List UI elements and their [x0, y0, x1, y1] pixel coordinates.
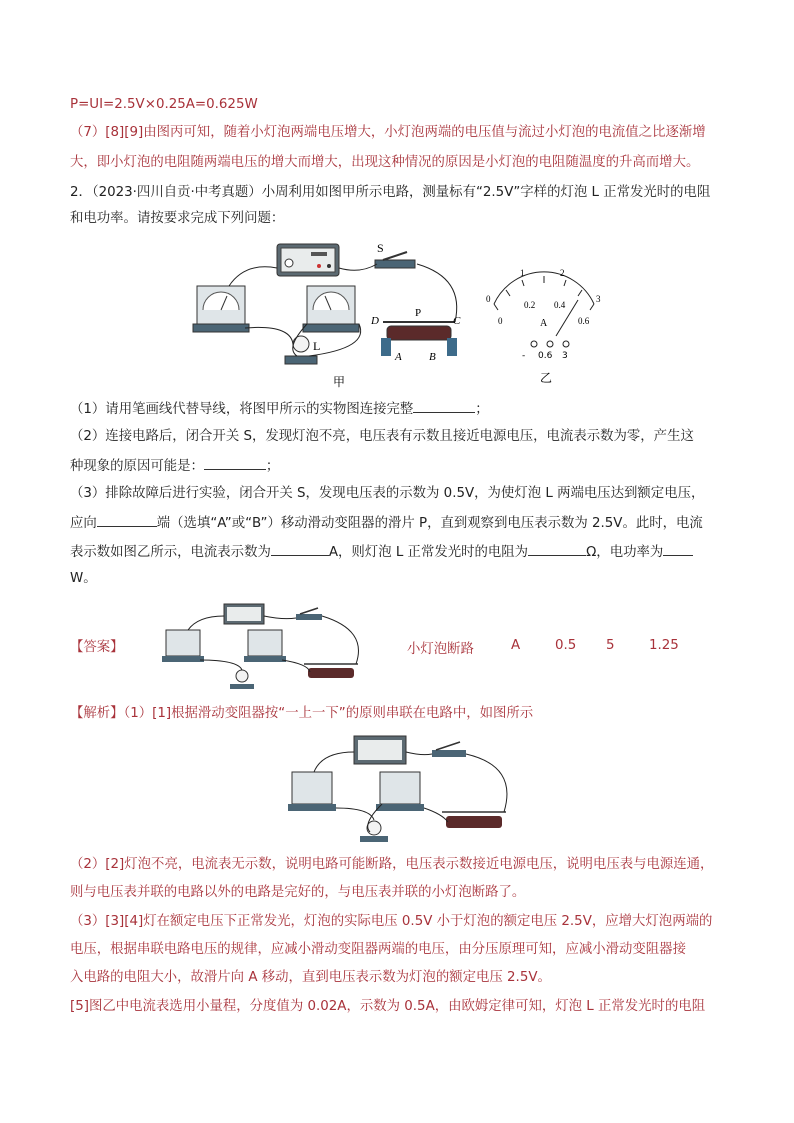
- q1: [70, 398, 489, 420]
- q3-text-c: 表示数如图乙所示，电流表示数为: [70, 545, 271, 560]
- q1-end: ；: [475, 402, 489, 417]
- answer-label: 【答案】: [70, 640, 124, 655]
- caption-yi: 乙: [540, 371, 553, 385]
- meter-unit: A: [540, 318, 548, 329]
- label-a: A: [395, 351, 402, 363]
- q2-line1: （2）连接电路后，闭合开关 S，发现灯泡不亮，电压表有示数且接近电源电压，电流表示数为零，产生这: [70, 429, 694, 444]
- q3-blank-power[interactable]: [663, 541, 693, 556]
- answer-2: A: [511, 638, 521, 653]
- q3-text-a: 应向: [70, 516, 97, 531]
- label-s: S: [377, 241, 384, 255]
- analysis-line1: [70, 704, 533, 724]
- analysis-p1: （1）[1]根据滑动变阻器按“一上一下”的原则串联在电路中，如图所示: [123, 706, 534, 721]
- terminal-06: 0.6: [538, 351, 553, 361]
- answer-3: 0.5: [555, 638, 577, 653]
- label-p: P: [415, 307, 422, 319]
- q1-blank[interactable]: [413, 398, 475, 413]
- q2-text: 种现象的原因可能是：: [70, 459, 204, 474]
- scale-bot-0: 0: [498, 316, 503, 326]
- scale-bot-2: 0.4: [554, 300, 566, 310]
- q3-text-e: Ω，电功率为: [586, 545, 664, 560]
- scale-top-0: 0: [486, 294, 491, 304]
- q3-line4: W。: [70, 571, 97, 586]
- scale-bot-3: 0.6: [578, 316, 590, 326]
- analysis-p2-line2: 则与电压表并联的电路以外的电路是完好的，与电压表并联的小灯泡断路了。: [70, 885, 526, 900]
- answer-4: 5: [606, 638, 615, 653]
- ammeter-dial-figure-b: [482, 266, 612, 386]
- analysis-p3-line3: 入电路的电阻大小，故滑片向 A 移动，直到电压表示数为灯泡的额定电压 2.5V。: [70, 970, 551, 985]
- scale-top-2: 2: [560, 268, 565, 278]
- q2-line2: [70, 455, 279, 477]
- q3-line3: [70, 541, 693, 563]
- analysis-p3-line2: 电压，根据串联电路电压的规律，应减小滑动变阻器两端的电压，由分压原理可知，应减小滑动变阻器接: [70, 942, 686, 957]
- q3-line1: （3）排除故障后进行实验，闭合开关 S，发现电压表的示数为 0.5V，为使灯泡 L 两端电压达到额定电压，: [70, 486, 705, 501]
- label-d: D: [371, 315, 379, 327]
- terminal-neg: -: [522, 351, 526, 361]
- answer-1: 小灯泡断路: [407, 642, 474, 657]
- analysis-circuit-figure: [282, 732, 524, 848]
- question-line1: 2．（2023·四川自贡·中考真题）小周利用如图甲所示电路，测量标有“2.5V”字样的灯泡 L 正常发光时的电阻: [70, 185, 711, 200]
- prev-analysis-line2: 大，即小灯泡的电阻随两端电压的增大而增大，出现这种情况的原因是小灯泡的电阻随温度的升高而增大。: [70, 155, 700, 170]
- q3-blank-current[interactable]: [271, 541, 329, 556]
- caption-jia: 甲: [333, 375, 346, 388]
- prev-analysis-line1: （7）[8][9]由图丙可知，随着小灯泡两端电压增大，小灯泡两端的电压值与流过小灯泡的电流值之比逐渐增: [70, 125, 706, 140]
- answer-5: 1.25: [649, 638, 679, 653]
- analysis-label: 【解析】: [70, 706, 124, 721]
- q3-text-b: 端（选填“A”或“B”）移动滑动变阻器的滑片 P，直到观察到电压表示数为 2.5V。此时，电流: [156, 516, 703, 531]
- analysis-p4-line1: [5]图乙中电流表选用小量程，分度值为 0.02A，示数为 0.5A，由欧姆定律可知，灯泡 L 正常发光时的电阻: [70, 999, 706, 1014]
- label-c: C: [453, 315, 461, 327]
- answer-circuit-figure: [158, 600, 378, 692]
- prev-formula: P=UI=2.5V×0.25A=0.625W: [70, 97, 258, 112]
- q2-blank[interactable]: [204, 455, 266, 470]
- analysis-p2-line1: （2）[2]灯泡不亮，电流表无示数，说明电路可能断路，电压表示数接近电源电压，说明电压表与电源连通，: [70, 857, 714, 872]
- q3-blank-resistance[interactable]: [528, 541, 586, 556]
- label-b: B: [429, 351, 436, 363]
- scale-top-1: 1: [520, 268, 525, 278]
- scale-bot-1: 0.2: [524, 300, 536, 310]
- label-l: L: [313, 339, 321, 353]
- scale-top-3: 3: [596, 294, 601, 304]
- q3-text-d: A，则灯泡 L 正常发光时的电阻为: [328, 545, 529, 560]
- terminal-3: 3: [562, 351, 568, 361]
- q1-text: （1）请用笔画线代替导线，将图甲所示的实物图连接完整: [70, 402, 414, 417]
- q2-end: ；: [265, 459, 280, 474]
- circuit-figure-a: [185, 238, 485, 388]
- q3-line2: [70, 512, 703, 534]
- q3-blank-direction[interactable]: [97, 512, 157, 527]
- analysis-p3-line1: （3）[3][4]灯在额定电压下正常发光，灯泡的实际电压 0.5V 小于灯泡的额定电压 2.5V，应增大灯泡两端的: [70, 914, 713, 929]
- question-line2: 和电功率。请按要求完成下列问题：: [70, 211, 285, 226]
